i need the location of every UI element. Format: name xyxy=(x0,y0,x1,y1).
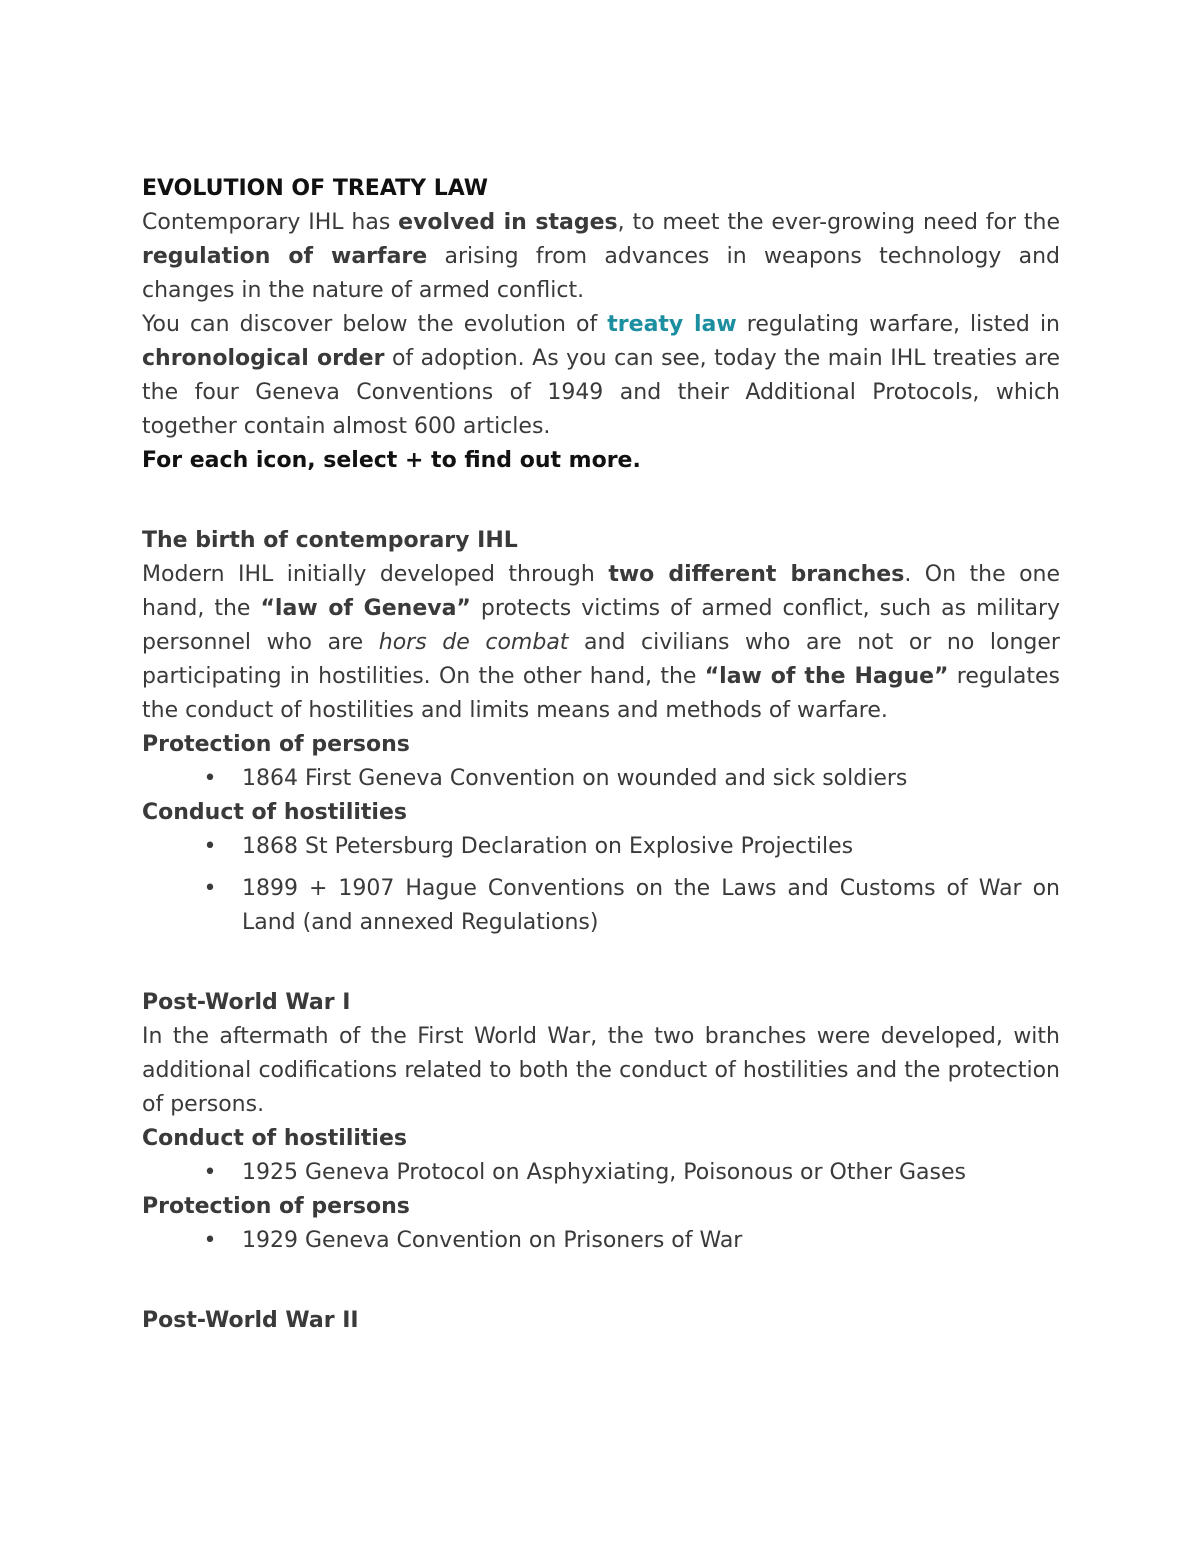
text-run: protects victims of armed conflict, such as military personnel who are xyxy=(142,596,1061,655)
spacer xyxy=(142,1258,1060,1304)
subheading-conduct-of-hostilities: Conduct of hostilities xyxy=(142,800,407,825)
bullet-list xyxy=(142,1224,1060,1258)
section-heading-birth: The birth of contemporary IHL xyxy=(142,528,518,553)
bold-run: “law of the Hague” xyxy=(704,664,949,689)
list-item-text: 1929 Geneva Convention on Prisoners of War xyxy=(242,1228,743,1253)
bullet-icon: • xyxy=(203,766,217,791)
ww1-paragraph: In the aftermath of the First World War, the two branches were developed, with additional codifications related to both the conduct of hostilities and the protection of persons. xyxy=(142,1024,1060,1117)
bold-run: “law of Geneva” xyxy=(260,596,471,621)
subheading-conduct-of-hostilities: Conduct of hostilities xyxy=(142,1126,407,1151)
bold-run: evolved in stages xyxy=(398,210,618,235)
bullet-list xyxy=(142,830,1060,940)
bullet-icon: • xyxy=(203,834,217,859)
bullet-list xyxy=(142,1156,1060,1190)
bold-run: chronological order xyxy=(142,346,385,371)
bold-run: regulation of warfare xyxy=(142,244,428,269)
text-run: . On the one hand, the xyxy=(142,562,1061,621)
section-heading-ww1: Post-World War I xyxy=(142,990,351,1015)
text-run: Modern IHL initially developed through xyxy=(142,562,609,587)
text-run: You can discover below the evolution of xyxy=(142,312,608,337)
list-item-text: 1925 Geneva Protocol on Asphyxiating, Poisonous or Other Gases xyxy=(242,1160,966,1185)
italic-run: hors de combat xyxy=(378,630,569,655)
spacer xyxy=(142,478,1060,524)
call-to-action: For each icon, select + to find out more. xyxy=(142,448,641,473)
birth-paragraph xyxy=(142,558,1060,728)
list-item xyxy=(142,830,1060,864)
document-body xyxy=(142,172,1060,1338)
bullet-icon: • xyxy=(203,1228,217,1253)
text-run: and civilians who are not or no longer participating in hostilities. On the other hand, the xyxy=(142,630,1060,689)
list-item-text: 1868 St Petersburg Declaration on Explosive Projectiles xyxy=(242,834,854,859)
subheading-protection-of-persons: Protection of persons xyxy=(142,732,410,757)
text-run: regulating warfare, listed in xyxy=(736,312,1060,337)
list-item xyxy=(142,872,1060,940)
document-title: EVOLUTION OF TREATY LAW xyxy=(142,176,489,201)
bullet-icon: • xyxy=(203,1160,217,1185)
subheading-protection-of-persons: Protection of persons xyxy=(142,1194,410,1219)
treaty-law-link[interactable]: treaty law xyxy=(607,312,737,337)
bold-run: two different branches xyxy=(608,562,905,587)
list-item xyxy=(142,1156,1060,1190)
list-item-text: 1864 First Geneva Convention on wounded and sick soldiers xyxy=(242,766,908,791)
intro-paragraph-1 xyxy=(142,206,1060,308)
list-item xyxy=(142,762,1060,796)
intro-paragraph-2 xyxy=(142,308,1060,444)
list-item xyxy=(142,1224,1060,1258)
list-item-text: 1899 + 1907 Hague Conventions on the Laws and Customs of War on Land (and annexed Regulations) xyxy=(242,876,1060,935)
text-run: of adoption. As you can see, today the main IHL treaties are the four Geneva Conventions of 1949 and their Additional Protocols, which together contain almost 600 articles. xyxy=(142,346,1060,439)
bullet-list xyxy=(142,762,1060,796)
text-run: arising from advances in weapons technology and changes in the nature of armed conflict. xyxy=(142,244,1060,303)
bullet-icon: • xyxy=(203,876,217,901)
section-heading-ww2: Post-World War II xyxy=(142,1308,359,1333)
text-run: Contemporary IHL has xyxy=(142,210,399,235)
spacer xyxy=(142,940,1060,986)
text-run: regulates the conduct of hostilities and limits means and methods of warfare. xyxy=(142,664,1061,723)
text-run: , to meet the ever-growing need for the xyxy=(617,210,1061,235)
